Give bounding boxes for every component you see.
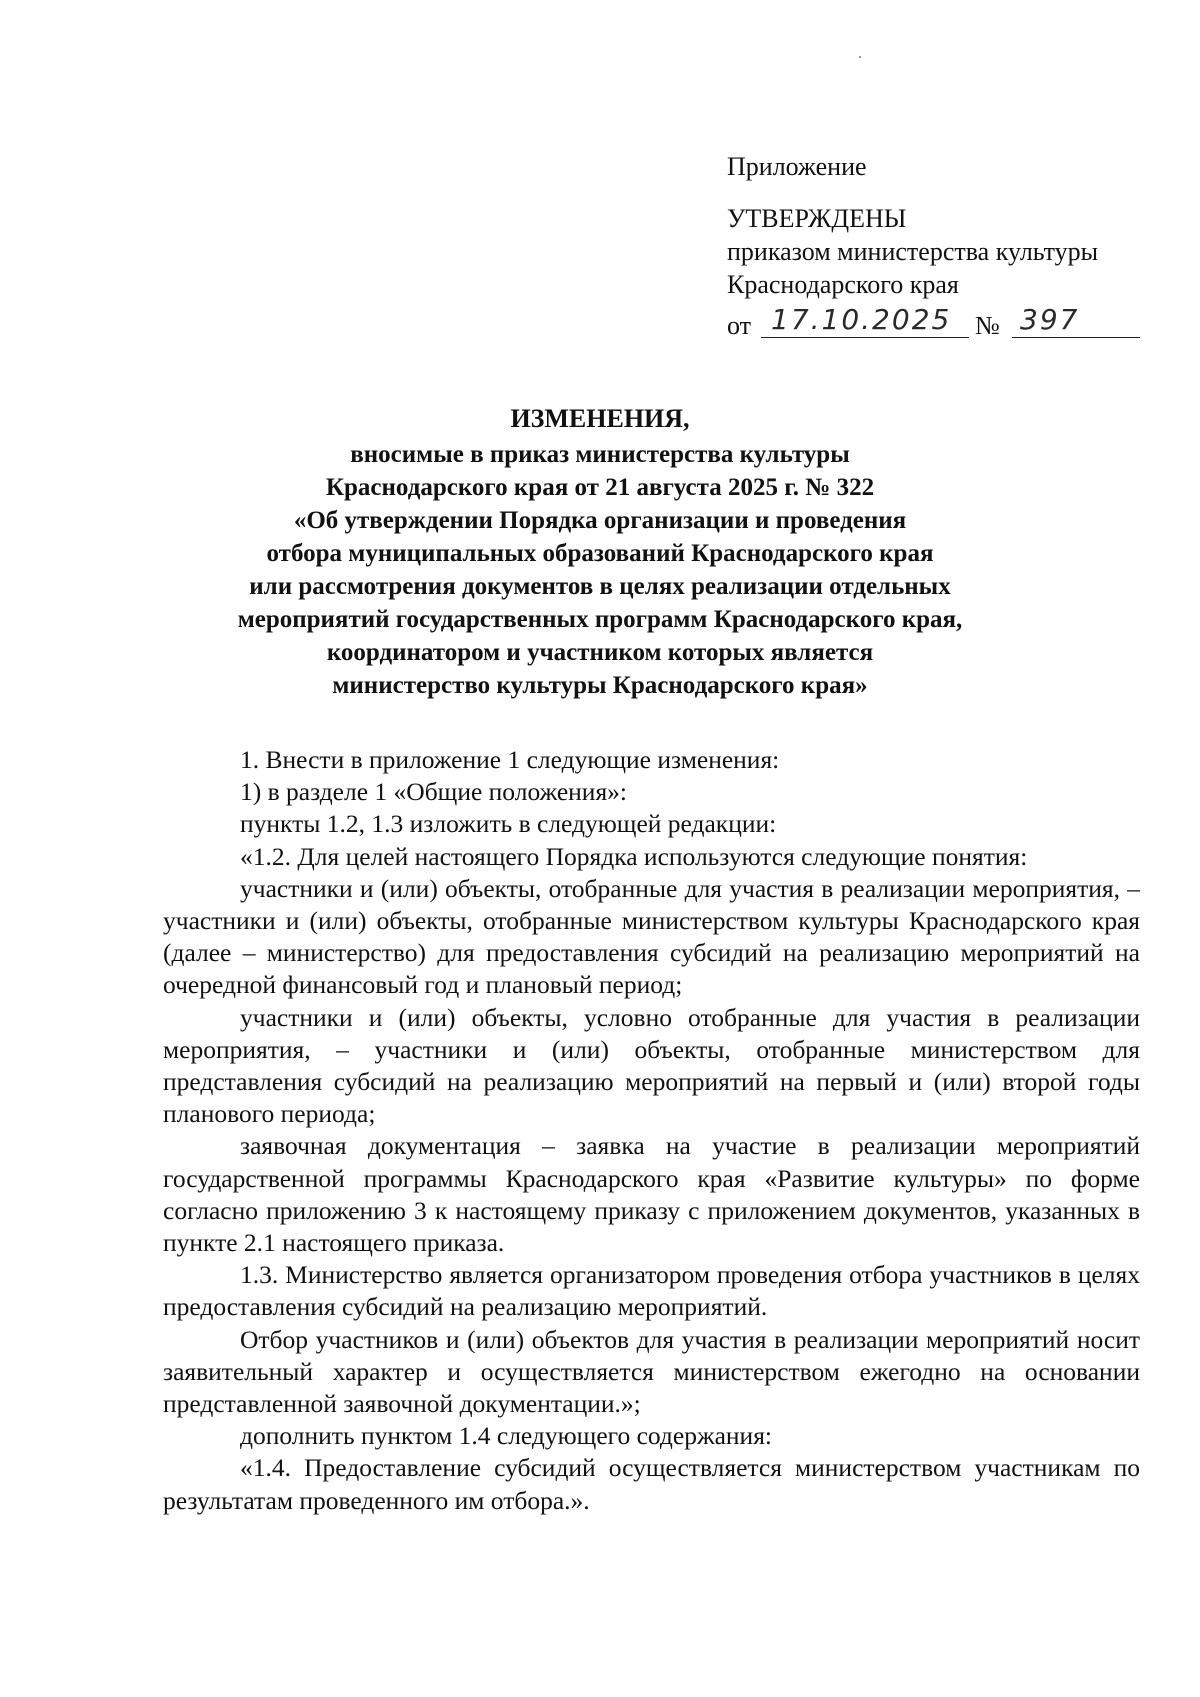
paragraph-1-4: «1.4. Предоставление субсидий осуществляется министерством участникам по результатам проведенного им отбора.». — [163, 1453, 1140, 1515]
title-line: координатором и участником которых является — [326, 639, 874, 666]
paragraph-add-1-4: дополнить пунктом 1.4 следующего содержания: — [240, 1421, 773, 1451]
paragraph-selection: Отбор участников и (или) объектов для участия в реализации мероприятий носит заявительный характер и осуществляется министерством ежегодно на основании представленной заявочной документации.»; — [163, 1324, 1140, 1419]
paragraph-points-edit: пункты 1.2, 1.3 изложить в следующей редакции: — [240, 809, 777, 839]
scan-speck — [859, 56, 861, 58]
handwritten-number: 397 — [1020, 303, 1080, 336]
paragraph-section-1: 1) в разделе 1 «Общие положения»: — [240, 777, 628, 807]
approved-heading: УТВЕРЖДЕНЫ — [727, 204, 907, 233]
title-line: вносимые в приказ министерства культуры — [350, 441, 850, 468]
date-prefix: от — [727, 311, 752, 340]
approval-block — [727, 150, 1098, 347]
document-title — [150, 402, 1050, 702]
title-line: мероприятий государственных программ Краснодарского края, — [237, 606, 963, 633]
approval-line-1: приказом министерства культуры — [727, 237, 1099, 266]
document-body — [163, 744, 1140, 1517]
approval-line-2: Краснодарского края — [727, 270, 959, 299]
paragraph-definition-conditional: участники и (или) объекты, условно отобранные для участия в реализации мероприятия, – участники и (или) объекты, отобранные министерством для представления субсидий на реализацию мероприятий на первый и (или) второй годы планового периода; — [163, 1002, 1140, 1129]
handwritten-date: 17.10.2025 — [771, 303, 952, 336]
paragraph-1-3: 1.3. Министерство является организатором проведения отбора участников в целях предоставления субсидий на реализацию мероприятий. — [163, 1260, 1140, 1322]
paragraph-definition-documentation: заявочная документация – заявка на участие в реализации мероприятий государственной программы Краснодарского края «Развитие культуры» по форме согласно приложению 3 к настоящему приказу с приложением документов, указанных в пункте 2.1 настоящего приказа. — [163, 1131, 1140, 1258]
paragraph-item-1: 1. Внести в приложение 1 следующие изменения: — [240, 745, 780, 774]
title-line: Краснодарского края от 21 августа 2025 г. № 322 — [325, 474, 875, 501]
date-field — [761, 301, 969, 338]
paragraph-1-2: «1.2. Для целей настоящего Порядка используются следующие понятия: — [240, 841, 1028, 871]
title-line: «Об утверждении Порядка организации и проведения — [293, 507, 907, 534]
order-date-number-line — [727, 301, 1098, 347]
number-prefix: № — [975, 311, 1000, 340]
title-main: ИЗМЕНЕНИЯ, — [510, 404, 690, 433]
title-line: отбора муниципальных образований Краснодарского края — [266, 540, 934, 567]
appendix-label: Приложение — [727, 152, 867, 181]
title-line: или рассмотрения документов в целях реализации отдельных — [249, 573, 951, 600]
number-field — [1012, 301, 1140, 338]
title-line: министерство культуры Краснодарского края» — [332, 672, 868, 699]
paragraph-definition-selected: участники и (или) объекты, отобранные для участия в реализации мероприятия, – участники и (или) объекты, отобранные министерством культуры Краснодарского края (далее – министерство) для предоставления субсидий на реализацию мероприятий на очередной финансовый год и плановый период; — [163, 873, 1140, 1000]
